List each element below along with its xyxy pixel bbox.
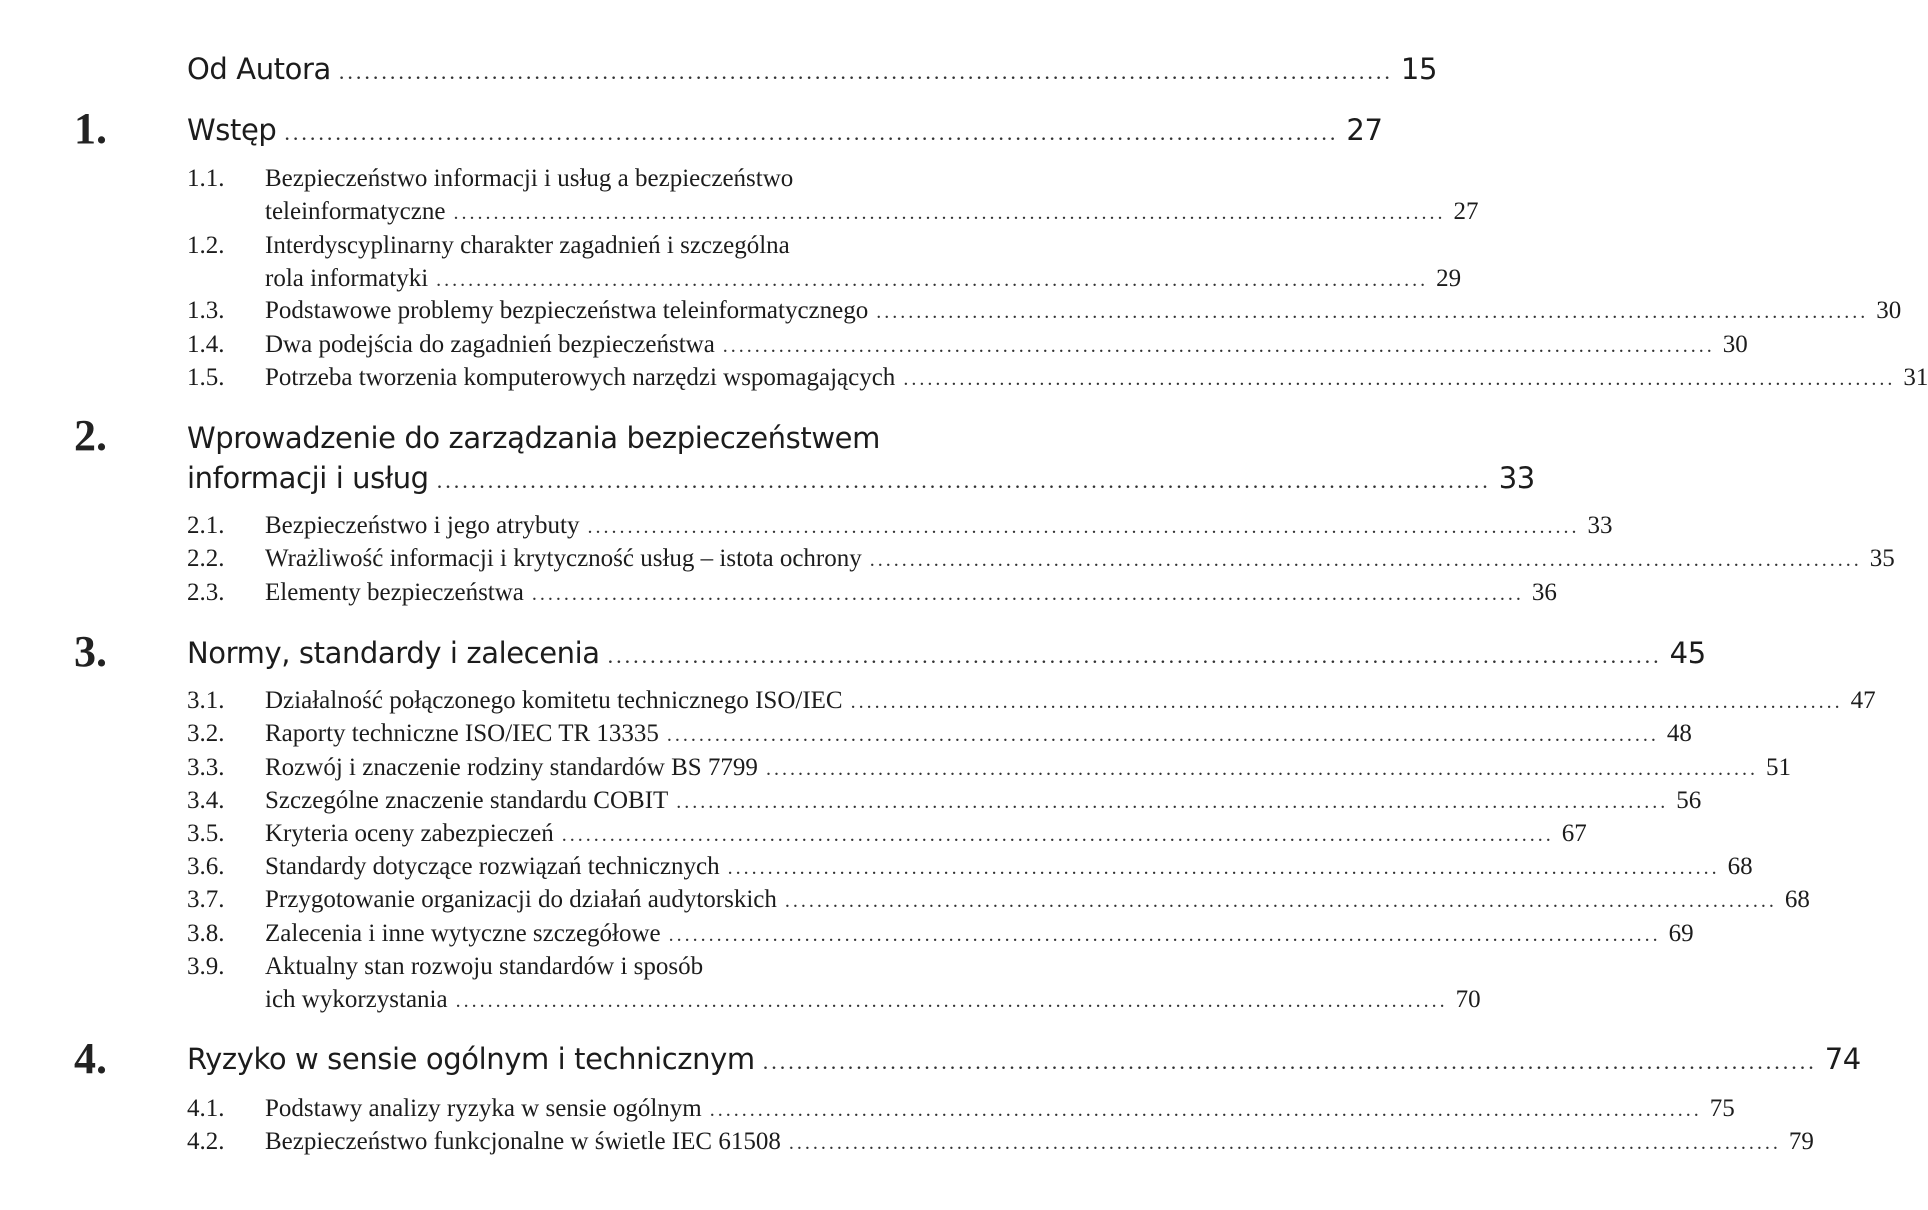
toc-entry-preface[interactable]: [187, 52, 1437, 86]
section-title-continued: teleinformatyczne: [265, 198, 446, 225]
dot-leader: ............................................................................................................................: [765, 758, 1758, 780]
section-number: 4.1.: [187, 1095, 225, 1122]
section-title: Interdyscyplinarny charakter zagadnień i szczególna: [265, 232, 790, 259]
chapter-number: 4.: [74, 1034, 107, 1083]
toc-page-number: 56: [1676, 787, 1702, 814]
dot-leader: ............................................................................................................................: [903, 368, 1896, 390]
dot-leader: ............................................................................................................................: [850, 691, 1843, 713]
section-title: Aktualny stan rozwoju standardów i sposób: [265, 953, 704, 980]
toc-page-number: 75: [1709, 1095, 1735, 1122]
dot-leader: ............................................................................................................................: [727, 857, 1720, 879]
dot-leader: ............................................................................................................................: [284, 120, 1339, 145]
chapter-title: Wprowadzenie do zarządzania bezpieczeństwem: [187, 421, 880, 455]
dot-leader: ............................................................................................................................: [436, 468, 1491, 493]
section-title: Działalność połączonego komitetu technicznego ISO/IEC: [265, 687, 843, 714]
section-title: Standardy dotyczące rozwiązań technicznych: [265, 853, 720, 880]
toc-page-number: 47: [1850, 687, 1876, 714]
dot-leader: ............................................................................................................................: [788, 1132, 1781, 1154]
section-title: Wrażliwość informacji i krytyczność usług – istota ochrony: [265, 545, 862, 572]
toc-page-number: 70: [1455, 986, 1481, 1013]
toc-page-number: 27: [1346, 113, 1383, 147]
section-number: 4.2.: [187, 1128, 225, 1155]
section-number: 1.3.: [187, 297, 225, 324]
toc-page-number: 15: [1400, 52, 1437, 86]
toc-page-number: 30: [1722, 331, 1748, 358]
section-title: Dwa podejścia do zagadnień bezpieczeństwa: [265, 331, 715, 358]
toc-page-number: 29: [1436, 265, 1462, 292]
dot-leader: ............................................................................................................................: [455, 990, 1448, 1012]
section-title: Szczególne znaczenie standardu COBIT: [265, 787, 669, 814]
section-title: Zalecenia i inne wytyczne szczegółowe: [265, 920, 661, 947]
dot-leader: ............................................................................................................................: [587, 516, 1580, 538]
toc-page-number: 79: [1788, 1128, 1814, 1155]
section-title: Podstawy analizy ryzyka w sensie ogólnym: [265, 1095, 702, 1122]
dot-leader: ............................................................................................................................: [676, 791, 1669, 813]
toc-chapter-2[interactable]: [187, 461, 1535, 495]
toc-chapter-1[interactable]: [187, 113, 1383, 147]
toc-page-number: 31: [1903, 364, 1928, 391]
section-number: 3.7.: [187, 886, 225, 913]
section-title: Podstawowe problemy bezpieczeństwa teleinformatycznego: [265, 297, 869, 324]
section-number: 3.3.: [187, 754, 225, 781]
section-number: 3.5.: [187, 820, 225, 847]
dot-leader: ............................................................................................................................: [561, 824, 1554, 846]
dot-leader: ............................................................................................................................: [876, 301, 1869, 323]
dot-leader: ............................................................................................................................: [531, 583, 1524, 605]
chapter-title: Normy, standardy i zalecenia: [187, 636, 600, 670]
section-number: 3.9.: [187, 953, 225, 980]
chapter-title: Ryzyko w sensie ogólnym i technicznym: [187, 1042, 755, 1076]
toc-page-number: 48: [1666, 720, 1692, 747]
section-number: 1.4.: [187, 331, 225, 358]
toc-page-number: 69: [1668, 920, 1694, 947]
dot-leader: ............................................................................................................................: [338, 59, 1393, 84]
dot-leader: ............................................................................................................................: [436, 269, 1429, 291]
chapter-number: 1.: [74, 104, 107, 153]
section-number: 1.2.: [187, 232, 225, 259]
chapter-number: 3.: [74, 627, 107, 676]
section-title: Bezpieczeństwo i jego atrybuty: [265, 512, 580, 539]
dot-leader: ............................................................................................................................: [666, 724, 1659, 746]
toc-page-number: 35: [1869, 545, 1895, 572]
toc-page-number: 45: [1669, 636, 1706, 670]
toc-page-number: 27: [1453, 198, 1479, 225]
toc-page-number: 67: [1561, 820, 1587, 847]
section-title: Bezpieczeństwo funkcjonalne w świetle IEC 61508: [265, 1128, 781, 1155]
section-title: Bezpieczeństwo informacji i usług a bezpieczeństwo: [265, 165, 794, 192]
section-number: 1.1.: [187, 165, 225, 192]
chapter-title-continued: informacji i usług: [187, 461, 429, 495]
toc-chapter-3[interactable]: [187, 636, 1706, 670]
toc-chapter-4[interactable]: [187, 1042, 1861, 1076]
section-number: 2.1.: [187, 512, 225, 539]
section-number: 2.2.: [187, 545, 225, 572]
toc-page-number: 74: [1824, 1042, 1861, 1076]
chapter-title: Wstęp: [187, 113, 277, 147]
section-title-continued: rola informatyki: [265, 265, 429, 292]
section-title: Potrzeba tworzenia komputerowych narzędzi wspomagających: [265, 364, 896, 391]
section-number: 3.4.: [187, 787, 225, 814]
dot-leader: ............................................................................................................................: [453, 202, 1446, 224]
section-title: Raporty techniczne ISO/IEC TR 13335: [265, 720, 659, 747]
toc-page-number: 51: [1765, 754, 1791, 781]
section-number: 3.6.: [187, 853, 225, 880]
toc-page-number: 30: [1876, 297, 1902, 324]
toc-chapter-2-line1[interactable]: [187, 421, 880, 455]
toc-page-number: 36: [1531, 579, 1557, 606]
section-number: 2.3.: [187, 579, 225, 606]
toc-page-number: 68: [1784, 886, 1810, 913]
dot-leader: ............................................................................................................................: [722, 335, 1715, 357]
dot-leader: ............................................................................................................................: [709, 1099, 1702, 1121]
section-title-continued: ich wykorzystania: [265, 986, 448, 1013]
section-number: 3.8.: [187, 920, 225, 947]
dot-leader: ............................................................................................................................: [784, 890, 1777, 912]
section-title: Elementy bezpieczeństwa: [265, 579, 524, 606]
section-number: 3.1.: [187, 687, 225, 714]
dot-leader: ............................................................................................................................: [668, 924, 1661, 946]
section-title: Kryteria oceny zabezpieczeń: [265, 820, 554, 847]
section-number: 3.2.: [187, 720, 225, 747]
chapter-number: 2.: [74, 411, 107, 460]
section-title: Rozwój i znaczenie rodziny standardów BS 7799: [265, 754, 758, 781]
dot-leader: ............................................................................................................................: [762, 1049, 1817, 1074]
toc-page-number: 68: [1727, 853, 1753, 880]
dot-leader: ............................................................................................................................: [607, 643, 1662, 668]
section-number: 1.5.: [187, 364, 225, 391]
toc-page-number: 33: [1587, 512, 1613, 539]
toc-page-number: 33: [1498, 461, 1535, 495]
section-title: Przygotowanie organizacji do działań audytorskich: [265, 886, 777, 913]
toc-entry-title: Od Autora: [187, 52, 331, 86]
dot-leader: ............................................................................................................................: [869, 549, 1862, 571]
